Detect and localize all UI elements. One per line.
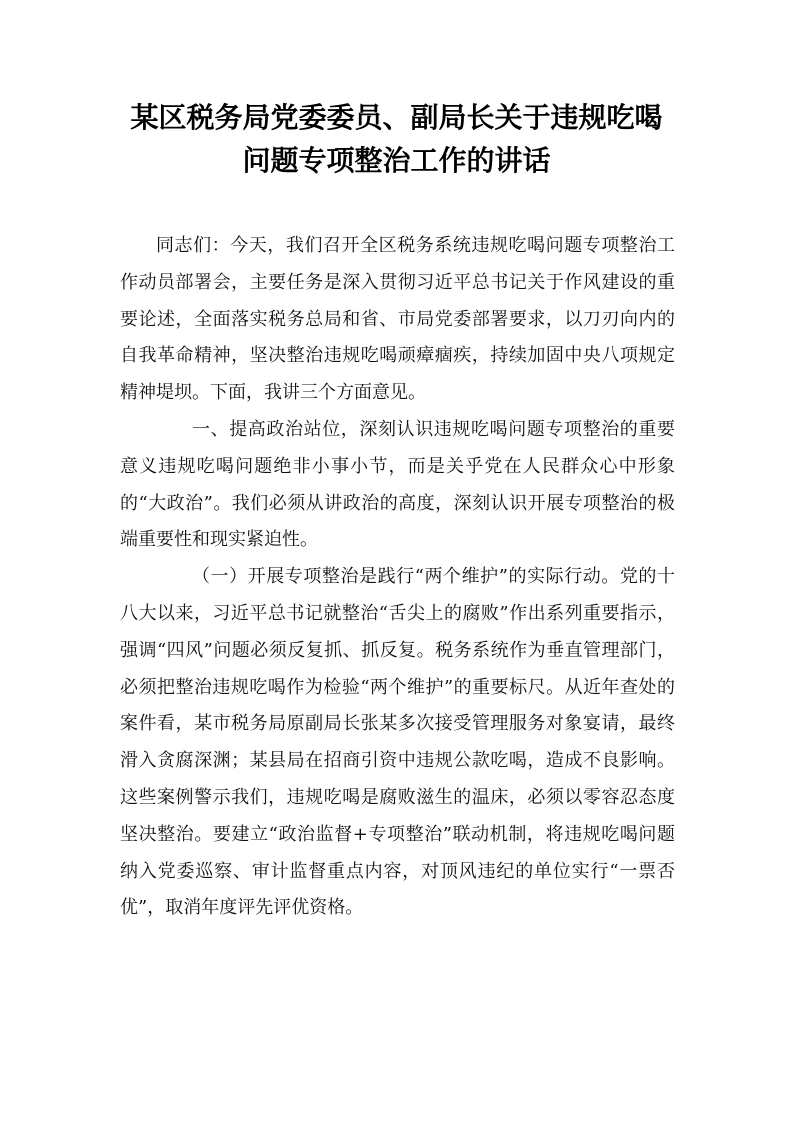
subsection-one-paragraph: （一）开展专项整治是践行“两个维护”的实际行动。党的十八大以来，习近平总书记就整治“舌尖上的腐败”作出系列重要指示，强调“四风”问题必须反复抓、抓反复。税务系统作为垂直管理部门，必须把整治违规吃喝作为检验“两个维护”的重要标尺。从近年查处的案件看，某市税务局原副局长张某多次接受管理服务对象宴请，最终滑入贪腐深渊；某县局在招商引资中违规公款吃喝，造成不良影响。这些案例警示我们，违规吃喝是腐败滋生的温床，必须以零容忍态度坚决整治。要建立“政治监督+专项整治”联动机制，将违规吃喝问题纳入党委巡察、审计监督重点内容，对顶风违纪的单位实行“一票否优”，取消年度评先评优资格。 <box>120 566 675 919</box>
title-line-2: 问题专项整治工作的讲话 <box>242 144 551 177</box>
section-one-paragraph: 一、提高政治站位，深刻认识违规吃喝问题专项整治的重要意义违规吃喝问题绝非小事小节，而是关乎党在人民群众心中形象的“大政治”。我们必须从讲政治的高度，深刻认识开展专项整治的极端重要性和现实紧迫性。 <box>120 418 675 551</box>
opening-paragraph: 同志们：今天，我们召开全区税务系统违规吃喝问题专项整治工作动员部署会，主要任务是深入贯彻习近平总书记关于作风建设的重要论述，全面落实税务总局和省、市局党委部署要求，以刀刃向内的自我革命精神，坚决整治违规吃喝顽瘴痼疾，持续加固中央八项规定精神堤坝。下面，我讲三个方面意见。 <box>120 235 675 404</box>
title-line-1: 某区税务局党委委员、副局长关于违规吃喝 <box>130 101 663 134</box>
document-body <box>120 228 675 927</box>
document-title <box>80 96 713 182</box>
